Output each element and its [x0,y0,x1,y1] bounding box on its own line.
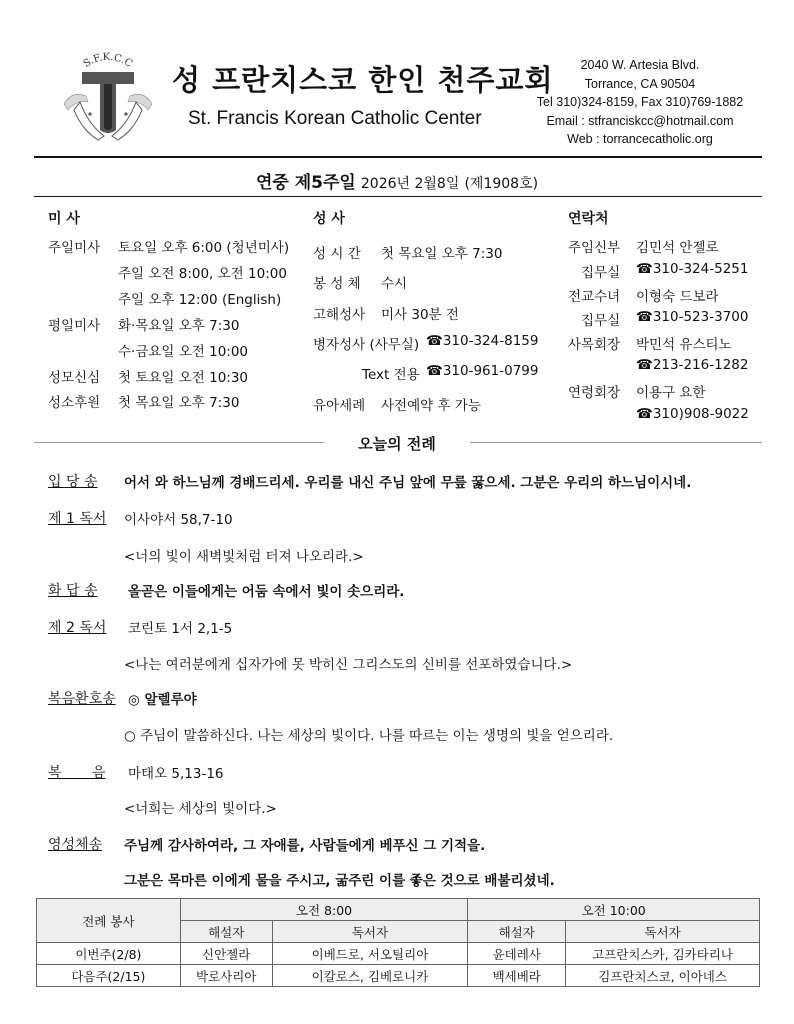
communion-sick-label: 봉 성 체 [313,276,361,292]
sister-label: 전교수녀 [568,289,621,305]
address-line1: 2040 W. Artesia Blvd. [580,58,700,72]
vocation-label: 성소후원 [48,395,101,411]
entrance-antiphon-label: 입 당 송 [48,474,98,490]
reader-cell: 김프란치스코, 이아네스 [566,965,760,987]
week-cell: 이번주(2/8) [37,943,181,965]
contact-block [520,56,760,149]
phone-icon: ☎ [426,333,443,349]
reader-cell: 이칼로스, 김베로니카 [272,965,468,987]
table-row [37,943,760,965]
weekday-mass-2: 수·금요일 오전 10:00 [118,344,249,360]
reader-header: 독서자 [566,921,760,943]
phone-icon: ☎ [636,309,653,325]
commentator-cell: 윤데레사 [468,943,566,965]
pastoral-president-label: 사목회장 [568,337,621,353]
adoration-label: 성 시 간 [313,246,361,262]
council-president-phone: ☎310)908-9022 [636,406,749,422]
commentator-header: 해설자 [468,921,566,943]
sunday-mass-1: 토요일 오후 6:00 (청년미사) [118,240,290,256]
sunday-name: 연중 제5주일 [255,173,356,193]
communion-sick-value: 수시 [381,276,408,292]
website: Web : torrancecatholic.org [567,132,713,146]
first-reading-ref: 이사야서 58,7-10 [124,512,233,528]
weekday-mass-label: 평일미사 [48,318,101,334]
reader-cell: 고프란치스카, 김카타리나 [566,943,760,965]
liturgy-heading: 오늘의 전례 [0,433,794,454]
weekday-mass-1: 화·목요일 오후 7:30 [118,318,240,334]
sister-name: 이형숙 드보라 [636,289,719,305]
sunday-rule [34,196,762,197]
liturgy-service-table [36,898,760,987]
reader-cell: 이베드로, 서오틸리아 [272,943,468,965]
sunday-date: 2026년 2월8일 [360,176,460,192]
phone-icon: ☎ [636,357,653,373]
commentator-cell: 박로사리아 [180,965,272,987]
commentator-cell: 백세베라 [468,965,566,987]
address-line2: Torrance, CA 90504 [584,76,696,91]
sunday-mass-3: 주일 오후 12:00 (English) [118,292,282,308]
mass-10am-header: 오전 10:00 [468,899,760,921]
anointing-label: 병자성사 (사무실) [313,337,420,353]
sunday-mass-label: 주일미사 [48,240,101,256]
sunday-heading [0,168,794,193]
mass-8am-header: 오전 8:00 [180,899,468,921]
first-reading-label: 제 1 독서 [48,511,107,527]
second-reading-summary: <나는 여러분에게 십자가에 못 박히신 그리스도의 신비를 선포하였습니다.> [124,657,573,673]
gospel-label: 복 음 [48,765,106,781]
second-reading-label: 제 2 독서 [48,620,107,636]
table-header-row [37,899,760,921]
church-logo [58,44,158,144]
text-only-phone: ☎310-961-0799 [426,363,539,379]
issue-number: (제1908호) [464,176,539,192]
entrance-antiphon-text: 어서 와 하느님께 경배드리세. 우리를 내신 주님 앞에 무릎 꿇으세. 그분은 우리의 하느님이시네. [124,475,692,491]
alleluia-verse: ○ 주님이 말씀하신다. 나는 세상의 빛이다. 나를 따르는 이는 생명의 빛을 얻으리라. [124,728,614,744]
gospel-ref: 마태오 5,13-16 [128,766,224,782]
sister-office-label: 집무실 [581,313,621,329]
council-president-name: 이용구 요한 [636,385,706,401]
pastor-office-label: 집무실 [581,265,621,281]
second-reading-ref: 코린토 1서 2,1-5 [128,621,233,637]
psalm-text: 올곧은 이들에게는 어둠 속에서 빛이 솟으리라. [128,584,405,600]
alleluia-text: ◎ 알렐루야 [128,692,197,708]
text-only-label: Text 전용 [362,367,420,383]
pastoral-president-phone: ☎213-216-1282 [636,357,749,373]
tel-fax: Tel 310)324-8159, Fax 310)769-1882 [536,95,744,109]
sunday-mass-2: 주일 오전 8:00, 오전 10:00 [118,266,287,282]
communion-antiphon-line2: 그분은 목마른 이에게 물을 주시고, 굶주린 이를 좋은 것으로 배불리셨네. [124,873,555,889]
mass-heading: 미 사 [48,211,80,227]
sister-phone: ☎310-523-3700 [636,309,749,325]
church-name-english: St. Francis Korean Catholic Center [188,108,482,129]
council-president-label: 연령회장 [568,385,621,401]
pastor-label: 주임신부 [568,240,621,256]
commentator-header: 해설자 [180,921,272,943]
svg-text:S.F.K.C.C: S.F.K.C.C [81,51,135,70]
phone-icon: ☎ [636,261,653,277]
contacts-heading: 연락처 [568,211,609,227]
marian-devotion-time: 첫 토요일 오전 10:30 [118,370,249,386]
communion-antiphon-line1: 주님께 감사하여라, 그 자애를, 사람들에게 베푸신 그 기적을. [124,838,486,854]
table-row [37,965,760,987]
header-rule [34,156,762,158]
first-reading-summary: <너의 빛이 새벽빛처럼 터져 나오리라.> [124,549,364,565]
pastoral-president-name: 박민석 유스티노 [636,337,732,353]
phone-icon: ☎ [636,406,653,422]
church-name-korean: 성 프란치스코 한인 천주교회 [172,63,554,97]
week-cell: 다음주(2/15) [37,965,181,987]
vocation-time: 첫 목요일 오후 7:30 [118,395,240,411]
confession-time: 미사 30분 전 [381,307,459,323]
commentator-cell: 신안젤라 [180,943,272,965]
infant-baptism-label: 유아세례 [313,398,366,414]
email: Email : stfranciskcc@hotmail.com [546,113,734,128]
gospel-summary: <너희는 세상의 빛이다.> [124,801,277,817]
sacraments-heading: 성 사 [313,211,345,227]
confession-label: 고해성사 [313,307,366,323]
psalm-label: 화 답 송 [48,583,98,599]
pastor-name: 김민석 안젤로 [636,240,719,256]
communion-antiphon-label: 영성체송 [48,837,103,853]
adoration-time: 첫 목요일 오후 7:30 [381,246,503,262]
gospel-acclamation-label: 복음환호송 [48,691,116,707]
anointing-phone: ☎310-324-8159 [426,333,539,349]
phone-icon: ☎ [426,363,443,379]
reader-header: 독서자 [272,921,468,943]
infant-baptism-value: 사전예약 후 가능 [381,398,481,414]
table-corner: 전례 봉사 [37,899,181,943]
pastor-phone: ☎310-324-5251 [636,261,749,277]
marian-devotion-label: 성모신심 [48,370,101,386]
